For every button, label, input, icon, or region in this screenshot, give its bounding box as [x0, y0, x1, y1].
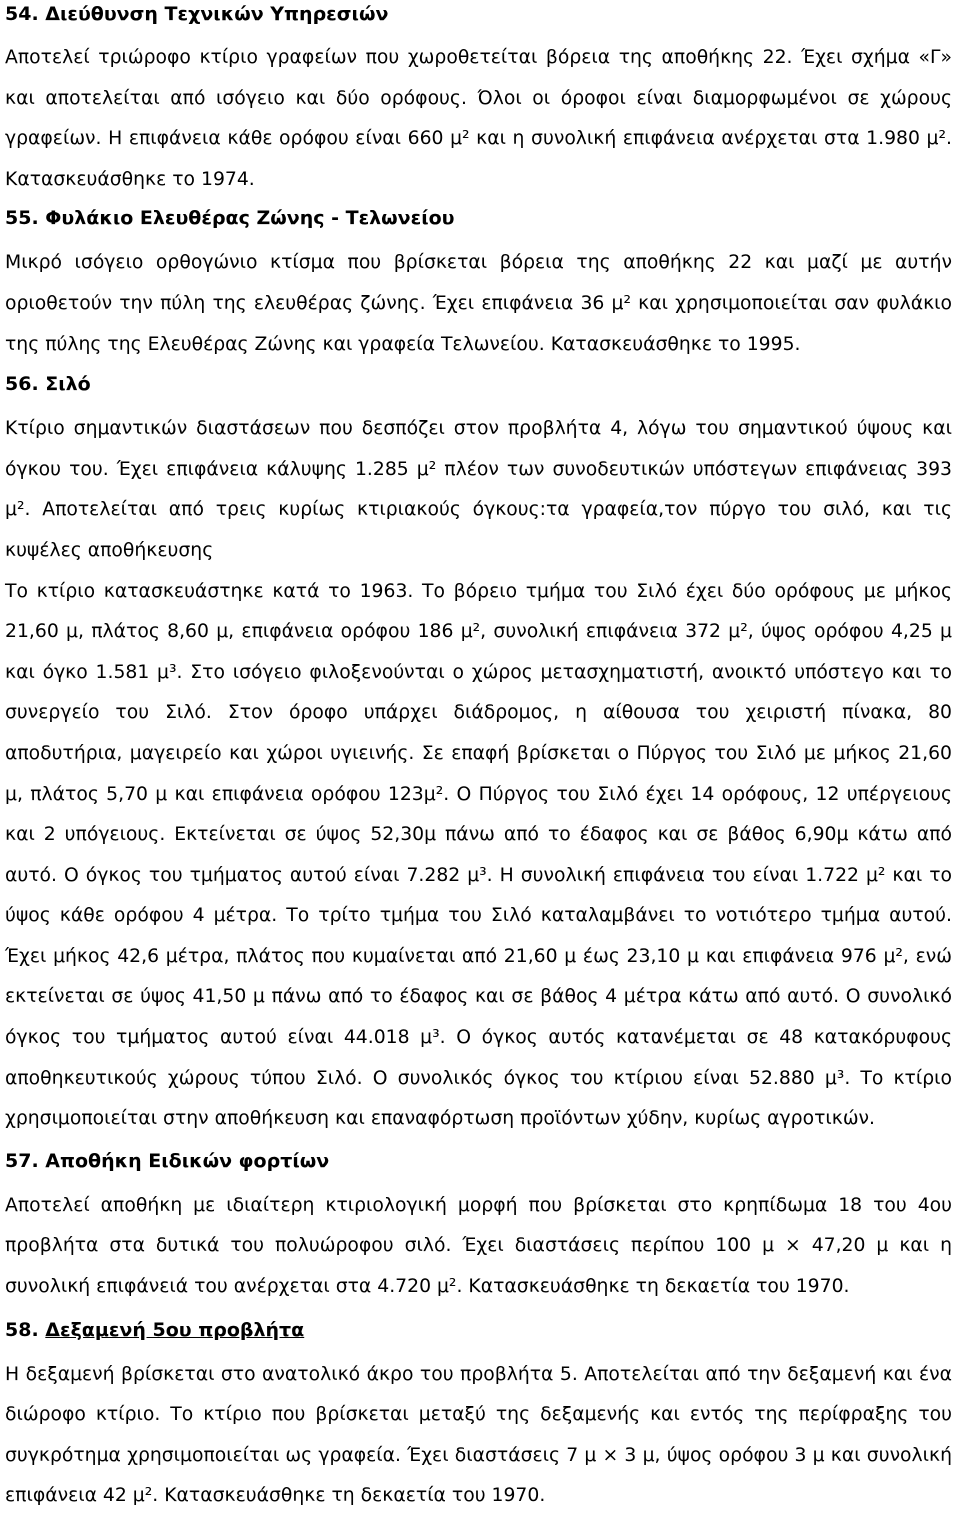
section-heading-number: 58. — [5, 1318, 39, 1341]
section-heading: 57. Αποθήκη Ειδικών φορτίων — [5, 1149, 330, 1172]
section-57 — [5, 1149, 952, 1308]
section-56 — [5, 372, 952, 1140]
section-heading-text: Δεξαμενή 5ου προβλήτα — [45, 1318, 305, 1341]
section-58 — [5, 1318, 952, 1517]
section-heading: 55. Φυλάκιο Ελευθέρας Ζώνης - Τελωνείου — [5, 207, 455, 230]
section-paragraph: Μικρό ισόγειο ορθογώνιο κτίσμα που βρίσκεται βόρεια της αποθήκης 22 και μαζί με αυτήν οριοθετούν την πύλη της ελευθέρας ζώνης. Έχει επιφάνεια 36 μ² και χρησιμοποιείται σαν φυλάκιο της πύλης της Ελευθέρας Ζώνης και γραφεία Τελωνείου. Κατασκευάσθηκε το 1995. — [5, 252, 952, 355]
section-paragraph: Το κτίριο κατασκευάστηκε κατά το 1963. Το βόρειο τμήμα του Σιλό έχει δύο ορόφους με μήκος 21,60 μ, πλάτος 8,60 μ, επιφάνεια ορόφου 186 μ², συνολική επιφάνεια 372 μ², ύψος ορόφου 4,25 μ και όγκο 1.581 μ³. Στο ισόγειο φιλοξενούνται ο χώρος μετασχηματιστή, ανοικτό υπόστεγο και το συνεργείο του Σιλό. Στον όροφο υπάρχει διάδρομος, η αίθουσα του χειριστή πίνακα, 80 αποδυτήρια, μαγειρείο και χώροι υγιεινής. Σε επαφή βρίσκεται ο Πύργος του Σιλό με μήκος 21,60 μ, πλάτος 5,70 μ και επιφάνεια ορόφου 123μ². Ο Πύργος του Σιλό έχει 14 ορόφους, 12 υπέργειους και 2 υπόγειους. Εκτείνεται σε ύψος 52,30μ πάνω από το έδαφος και σε βάθος 6,90μ κάτω από αυτό. Ο όγκος του τμήματος αυτού είναι 7.282 μ³. Η συνολική επιφάνεια του είναι 1.722 μ² και το ύψος κάθε ορόφου 4 μέτρα. Το τρίτο τμήμα του Σιλό καταλαμβάνει το νοτιότερο τμήμα αυτού. Έχει μήκος 42,6 μέτρα, πλάτος που κυμαίνεται από 21,60 μ έως 23,10 μ και επιφάνεια 976 μ², ενώ εκτείνεται σε ύψος 41,50 μ πάνω από το έδαφος και σε βάθος 4 μέτρα κάτω από αυτό. Ο συνολικό όγκος του τμήματος αυτού είναι 44.018 μ³. Ο όγκος αυτός κατανέμεται σε 48 κατακόρυφους αποθηκευτικούς χώρους τύπου Σιλό. Ο συνολικός όγκος του κτίριου είναι 52.880 μ³. Το κτίριο χρησιμοποιείται στην αποθήκευση και επαναφόρτωση προϊόντων χύδην, κυρίως αγροτικών. — [5, 580, 952, 1130]
section-heading — [5, 1318, 952, 1342]
document-page — [0, 2, 960, 1523]
section-54 — [5, 2, 952, 200]
section-55 — [5, 206, 952, 365]
section-heading: 56. Σιλό — [5, 373, 91, 396]
section-heading: 54. Διεύθυνση Τεχνικών Υπηρεσιών — [5, 3, 389, 25]
section-paragraph: Αποτελεί τριώροφο κτίριο γραφείων που χωροθετείται βόρεια της αποθήκης 22. Έχει σχήμα «Γ» και αποτελείται από ισόγειο και δύο ορόφους. Όλοι οι όροφοι είναι διαμορφωμένοι σε χώρους γραφείων. Η επιφάνεια κάθε ορόφου είναι 660 μ² και η συνολική επιφάνεια ανέρχεται στα 1.980 μ². Κατασκευάσθηκε το 1974. — [5, 47, 952, 190]
section-paragraph: Η δεξαμενή βρίσκεται στο ανατολικό άκρο του προβλήτα 5. Αποτελείται από την δεξαμενή και ένα διώροφο κτίριο. Το κτίριο που βρίσκεται μεταξύ της δεξαμενής και εντός της περίφραξης του συγκρότημα χρησιμοποιείται ως γραφεία. Έχει διαστάσεις 7 μ × 3 μ, ύψος ορόφου 3 μ και συνολική επιφάνεια 42 μ². Κατασκευάσθηκε τη δεκαετία του 1970. — [5, 1363, 952, 1507]
section-paragraph: Κτίριο σημαντικών διαστάσεων που δεσπόζει στον προβλήτα 4, λόγω του σημαντικού ύψους και όγκου του. Έχει επιφάνεια κάλυψης 1.285 μ² πλέον των συνοδευτικών υπόστεγων επιφάνειας 393 μ². Αποτελείται από τρεις κυρίως κτιριακούς όγκους:τα γραφεία,τον πύργο του σιλό, και τις κυψέλες αποθήκευσης — [5, 418, 952, 561]
section-paragraph: Αποτελεί αποθήκη με ιδιαίτερη κτιριολογική μορφή που βρίσκεται στο κρηπίδωμα 18 του 4ου προβλήτα στα δυτικά του πολυώροφου σιλό. Έχει διαστάσεις περίπου 100 μ × 47,20 μ και η συνολική επιφάνειά του ανέρχεται στα 4.720 μ². Κατασκευάσθηκε τη δεκαετία του 1970. — [5, 1194, 952, 1298]
